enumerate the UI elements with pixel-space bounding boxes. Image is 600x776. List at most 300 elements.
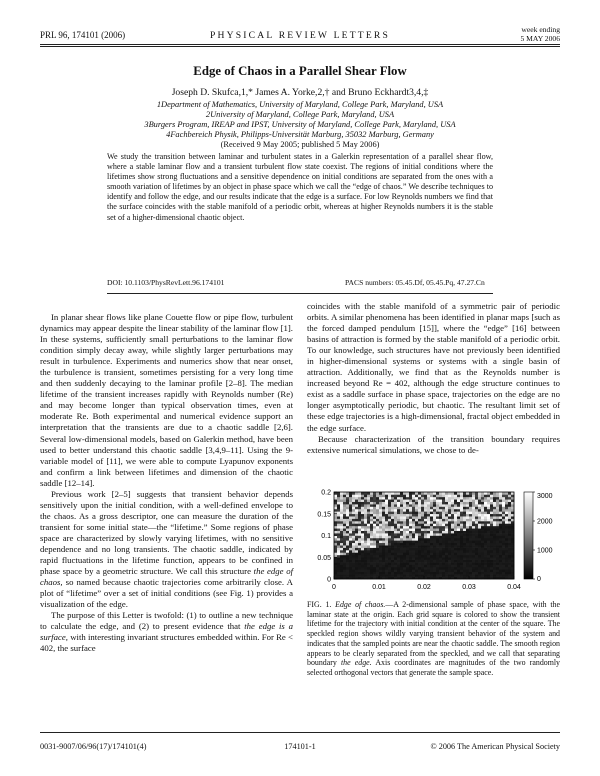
heatmap-cell [502,536,505,539]
heatmap-cell [487,499,490,502]
heatmap-cell [349,514,352,517]
heatmap-cell [367,557,370,560]
heatmap-cell [472,569,475,572]
heatmap-cell [337,528,340,531]
heatmap-cell [397,514,400,517]
heatmap-cell [496,538,499,541]
heatmap-cell [472,533,475,536]
heatmap-cell [505,502,508,505]
heatmap-cell [448,555,451,558]
heatmap-cell [454,548,457,551]
heatmap-cell [472,543,475,546]
heatmap-cell [427,509,430,512]
heatmap-cell [406,543,409,546]
heatmap-cell [445,560,448,563]
heatmap-cell [355,567,358,570]
heatmap-cell [349,569,352,572]
heatmap-cell [376,519,379,522]
heatmap-cell [466,557,469,560]
heatmap-cell [451,533,454,536]
heatmap-cell [442,560,445,563]
heatmap-cell [412,562,415,565]
heatmap-cell [367,502,370,505]
affiliation-4: 4Fachbereich Physik, Philipps-Universität Marburg, 35032 Marburg, Germany [166,130,434,139]
heatmap-cell [466,519,469,522]
heatmap-cell [502,555,505,558]
heatmap-cell [475,528,478,531]
heatmap-cell [379,516,382,519]
heatmap-cell [502,557,505,560]
heatmap-cell [352,543,355,546]
heatmap-cell [448,528,451,531]
heatmap-cell [394,567,397,570]
heatmap-cell [406,545,409,548]
heatmap-cell [367,519,370,522]
heatmap-cell [340,504,343,507]
heatmap-cell [403,526,406,529]
heatmap-cell [439,565,442,568]
heatmap-cell [433,555,436,558]
heatmap-cell [355,536,358,539]
heatmap-cell [433,548,436,551]
heatmap-cell [400,523,403,526]
heatmap-cell [397,531,400,534]
heatmap-cell [343,509,346,512]
heatmap-cell [352,536,355,539]
heatmap-cell [439,543,442,546]
heatmap-cell [382,511,385,514]
heatmap-cell [415,499,418,502]
heatmap-cell [412,516,415,519]
heatmap-cell [361,509,364,512]
heatmap-cell [424,531,427,534]
heatmap-cell [469,514,472,517]
heatmap-cell [481,574,484,577]
heatmap-cell [472,497,475,500]
heatmap-cell [361,521,364,524]
heatmap-cell [349,507,352,510]
heatmap-cell [466,533,469,536]
heatmap-cell [403,519,406,522]
heatmap-cell [484,569,487,572]
colorbar-tick-label: 2000 [537,518,553,526]
heatmap-cell [460,526,463,529]
heatmap-cell [508,514,511,517]
heatmap-cell [484,502,487,505]
heatmap-cell [406,560,409,563]
heatmap-cell [508,548,511,551]
heatmap-cell [334,507,337,510]
heatmap-cell [370,519,373,522]
heatmap-cell [439,514,442,517]
heatmap-cell [406,523,409,526]
heatmap-cell [421,552,424,555]
heatmap-cell [373,523,376,526]
heatmap-cell [433,550,436,553]
heatmap-cell [460,523,463,526]
heatmap-cell [394,516,397,519]
heatmap-cell [424,562,427,565]
heatmap-cell [418,519,421,522]
heatmap-cell [343,574,346,577]
heatmap-cell [427,567,430,570]
heatmap-cell [457,497,460,500]
heatmap-cell [352,504,355,507]
heatmap-cell [466,514,469,517]
heatmap-cell [385,509,388,512]
column-left [40,312,293,654]
heatmap-cell [376,543,379,546]
heatmap-cell [415,504,418,507]
heatmap-cell [427,499,430,502]
heatmap-cell [505,492,508,495]
heatmap-cell [391,502,394,505]
heatmap-cell [448,502,451,505]
heatmap-cell [412,519,415,522]
heatmap-cell [385,514,388,517]
heatmap-cell [424,526,427,529]
heatmap-cell [367,523,370,526]
heatmap-cell [355,545,358,548]
paragraph: Because characterization of the transition boundary requires extensive numerical simulations, we chose to de- [307,433,560,455]
heatmap-cell [463,550,466,553]
heatmap-cell [487,557,490,560]
heatmap-cell [469,533,472,536]
heatmap-cell [436,519,439,522]
heatmap-cell [496,569,499,572]
heatmap-cell [379,519,382,522]
heatmap-cell [430,569,433,572]
heatmap-cell [361,502,364,505]
heatmap-cell [469,528,472,531]
heatmap-cell [493,562,496,565]
heatmap-cell [463,560,466,563]
heatmap-cell [361,526,364,529]
heatmap-cell [421,550,424,553]
heatmap-cell [442,516,445,519]
heatmap-cell [361,557,364,560]
heatmap-cell [376,555,379,558]
heatmap-cell [472,572,475,575]
heatmap-cell [391,543,394,546]
heatmap-cell [334,497,337,500]
heatmap-cell [415,502,418,505]
heatmap-cell [415,531,418,534]
heatmap-cell [382,519,385,522]
heatmap-cell [472,502,475,505]
heatmap-cell [391,562,394,565]
heatmap-cell [343,565,346,568]
heatmap-cell [427,557,430,560]
heatmap-cell [490,531,493,534]
heatmap-cell [391,521,394,524]
heatmap-cell [412,492,415,495]
heatmap-cell [376,516,379,519]
heatmap-cell [442,550,445,553]
heatmap-cell [475,509,478,512]
heatmap-cell [481,526,484,529]
colorbar-tick-label: 3000 [537,493,553,500]
heatmap-cell [442,526,445,529]
heatmap-cell [337,555,340,558]
heatmap-cell [337,545,340,548]
heatmap-cell [502,519,505,522]
heatmap-cell [415,526,418,529]
heatmap-cell [418,543,421,546]
heatmap-cell [481,567,484,570]
heatmap-cell [454,531,457,534]
heatmap-cell [391,550,394,553]
heatmap-cell [421,543,424,546]
heatmap-cell [466,531,469,534]
heatmap-cell [505,533,508,536]
heatmap-cell [343,504,346,507]
heatmap-cell [445,531,448,534]
heatmap-cell [409,552,412,555]
heatmap-cell [472,560,475,563]
heatmap-cell [445,492,448,495]
heatmap-cell [394,531,397,534]
heatmap-cell [475,557,478,560]
heatmap-cell [382,557,385,560]
heatmap-cell [424,548,427,551]
heatmap-cell [499,540,502,543]
heatmap-cell [451,531,454,534]
heatmap-cell [340,574,343,577]
heatmap-cell [346,497,349,500]
heatmap-cell [406,572,409,575]
heatmap-cell [463,574,466,577]
heatmap-cell [433,557,436,560]
heatmap-cell [403,533,406,536]
heatmap-cell [355,574,358,577]
heatmap-cell [445,545,448,548]
heatmap-cell [388,511,391,514]
heatmap-cell [361,550,364,553]
heatmap-cell [394,511,397,514]
heatmap-cell [451,574,454,577]
heatmap-cell [505,507,508,510]
heatmap-cell [487,540,490,543]
heatmap-cell [400,538,403,541]
heatmap-cell [343,507,346,510]
heatmap-cell [346,557,349,560]
heatmap-cell [346,514,349,517]
heatmap-cell [484,572,487,575]
heatmap-cell [508,555,511,558]
heatmap-cell [406,516,409,519]
heatmap-cell [478,497,481,500]
heatmap-cell [463,536,466,539]
heatmap-cell [451,567,454,570]
heatmap-cell [373,533,376,536]
heatmap-cell [421,494,424,497]
heatmap-cell [388,492,391,495]
heatmap-cell [385,531,388,534]
heatmap-cell [496,536,499,539]
y-tick-label: 0.05 [317,554,331,562]
heatmap-cell [340,569,343,572]
heatmap-cell [454,543,457,546]
heatmap-cell [436,560,439,563]
heatmap-cell [373,502,376,505]
heatmap-cell [412,545,415,548]
heatmap-cell [460,528,463,531]
heatmap-cell [433,497,436,500]
heatmap-cell [496,528,499,531]
heatmap-cell [475,521,478,524]
heatmap-cell [478,567,481,570]
heatmap-cell [391,526,394,529]
heatmap-cell [358,533,361,536]
heatmap-cell [415,550,418,553]
heatmap-cell [397,555,400,558]
heatmap-cell [442,545,445,548]
heatmap-cell [502,526,505,529]
heatmap-cell [412,514,415,517]
heatmap-cell [505,514,508,517]
heatmap-cell [343,531,346,534]
heatmap-cell [448,572,451,575]
heatmap-cell [376,565,379,568]
heatmap-cell [382,528,385,531]
heatmap-cell [484,516,487,519]
heatmap-cell [433,516,436,519]
heatmap-cell [499,545,502,548]
heatmap-cell [412,509,415,512]
heatmap-cell [454,509,457,512]
heatmap-cell [427,538,430,541]
heatmap-cell [445,499,448,502]
heatmap-cell [397,540,400,543]
heatmap-cell [487,497,490,500]
heatmap-cell [391,567,394,570]
heatmap-cell [469,555,472,558]
heatmap-cell [382,509,385,512]
heatmap-cell [409,565,412,568]
heatmap-cell [397,548,400,551]
heatmap-cell [496,526,499,529]
heatmap-cell [487,574,490,577]
heatmap-cell [451,540,454,543]
heatmap-cell [337,533,340,536]
heatmap-cell [418,509,421,512]
heatmap-cell [475,523,478,526]
heatmap-cell [484,565,487,568]
heatmap-cell [400,560,403,563]
heatmap-cell [358,574,361,577]
heatmap-cell [445,538,448,541]
heatmap-cell [466,499,469,502]
heatmap-cell [460,550,463,553]
heatmap-cell [478,509,481,512]
heatmap-cell [346,540,349,543]
heatmap-cell [388,540,391,543]
y-tick-label: 0.1 [321,533,331,540]
journal-ref: PRL 96, 174101 (2006) [40,30,126,40]
heatmap-cell [454,565,457,568]
heatmap-cell [481,504,484,507]
heatmap-cell [472,565,475,568]
heatmap-cell [463,567,466,570]
heatmap-cell [424,550,427,553]
heatmap-cell [466,572,469,575]
heatmap-cell [406,567,409,570]
heatmap-cell [481,531,484,534]
heatmap-cell [445,574,448,577]
heatmap-cell [409,557,412,560]
heatmap-cell [487,548,490,551]
heatmap-cell [355,492,358,495]
heatmap-cell [337,494,340,497]
heatmap-cell [469,567,472,570]
heatmap-cell [508,492,511,495]
heatmap-cell [442,562,445,565]
heatmap-cell [415,555,418,558]
heatmap-cell [445,511,448,514]
heatmap-cell [340,502,343,505]
heatmap-cell [385,492,388,495]
heatmap-cell [445,569,448,572]
heatmap-cell [475,514,478,517]
heatmap-cell [445,555,448,558]
heatmap-cell [487,526,490,529]
heatmap-cell [424,533,427,536]
heatmap-cell [472,509,475,512]
heatmap-cell [334,545,337,548]
heatmap-cell [358,504,361,507]
heatmap-cell [472,526,475,529]
heatmap-cell [349,526,352,529]
heatmap-cell [412,572,415,575]
heatmap-cell [364,540,367,543]
heatmap-cell [391,545,394,548]
heatmap-cell [403,557,406,560]
heatmap-cell [508,574,511,577]
heatmap-cell [385,494,388,497]
heatmap-cell [448,514,451,517]
heatmap-cell [364,499,367,502]
heatmap-cell [502,523,505,526]
heatmap-cell [421,565,424,568]
heatmap-cell [355,511,358,514]
heatmap-cell [337,565,340,568]
heatmap-cell [484,574,487,577]
heatmap-cell [454,499,457,502]
heatmap-cell [472,538,475,541]
heatmap-cell [409,497,412,500]
heatmap-cell [340,552,343,555]
heatmap-cell [388,545,391,548]
heatmap-cell [400,545,403,548]
heatmap-cell [433,565,436,568]
heatmap-cell [472,504,475,507]
heatmap-cell [400,499,403,502]
heatmap-cell [343,502,346,505]
heatmap-cell [343,555,346,558]
heatmap-cell [421,533,424,536]
heatmap-cell [382,545,385,548]
heatmap-cell [478,526,481,529]
heatmap-cell [352,526,355,529]
heatmap-cell [475,516,478,519]
heatmap-cell [409,521,412,524]
heatmap-cell [352,533,355,536]
heatmap-cell [469,497,472,500]
heatmap-cell [439,511,442,514]
heatmap-cell [463,514,466,517]
heatmap-cell [418,565,421,568]
